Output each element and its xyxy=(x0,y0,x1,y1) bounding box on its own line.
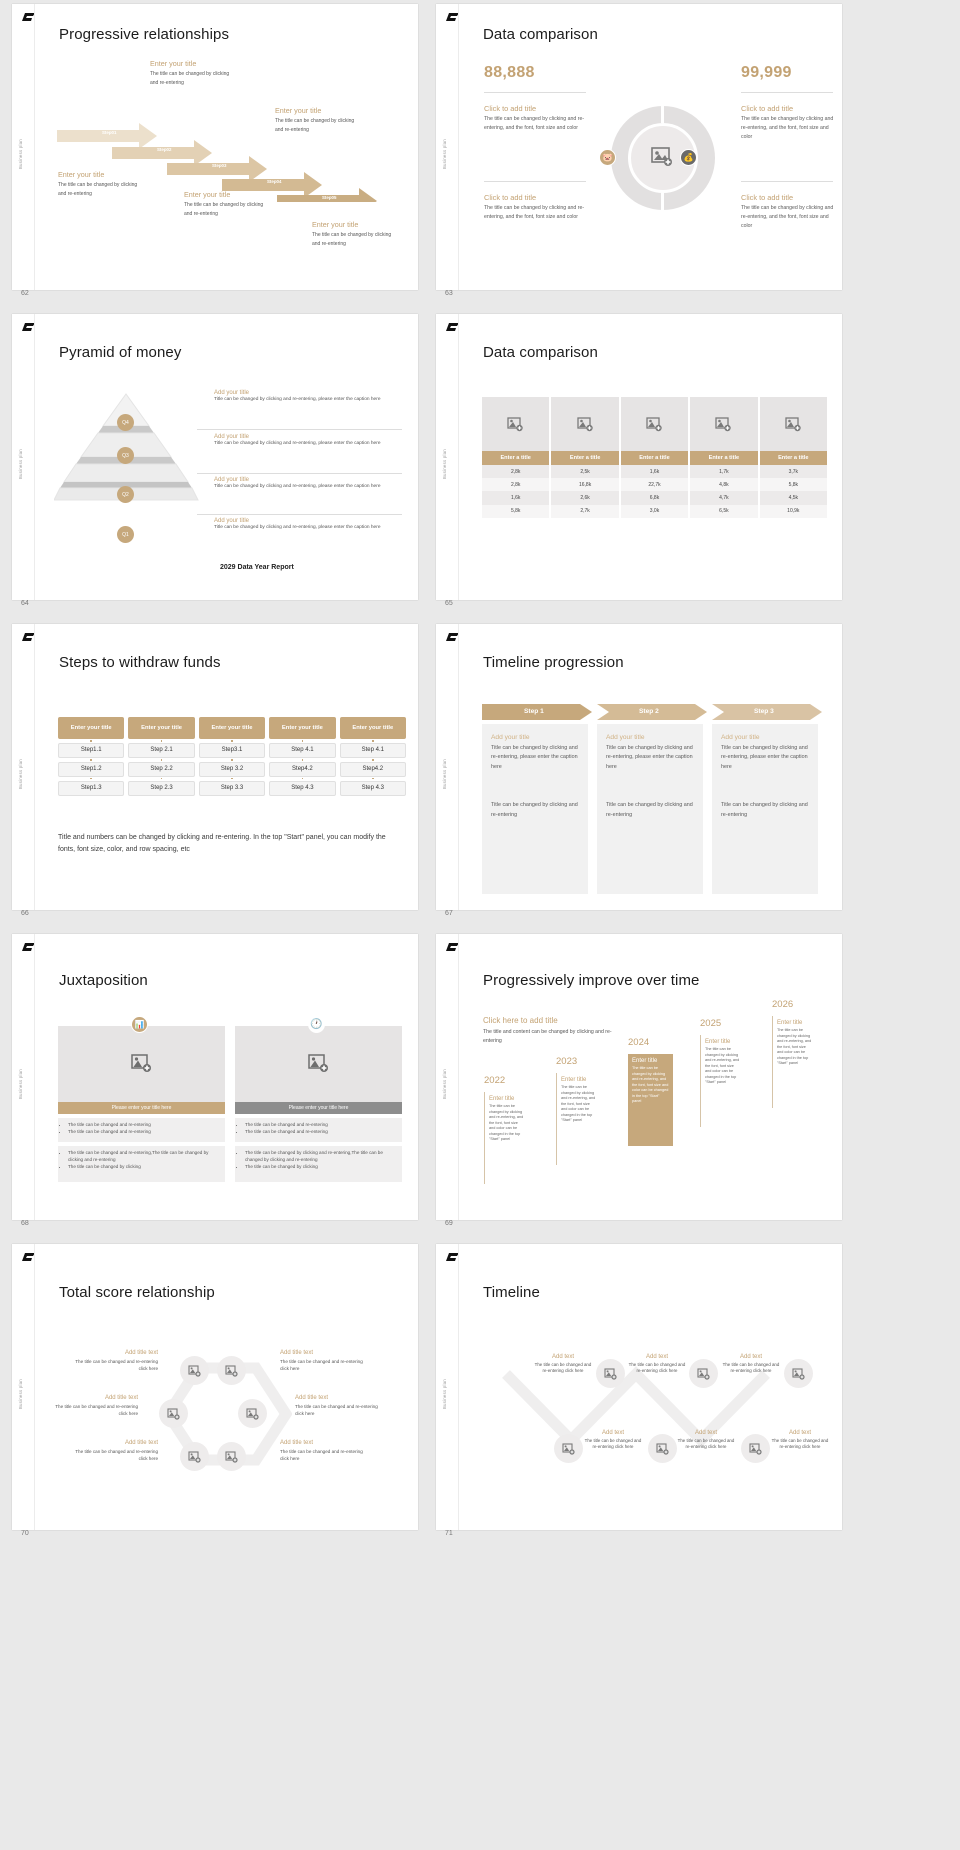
image-placeholder[interactable] xyxy=(760,397,827,451)
image-circle-6[interactable] xyxy=(217,1442,246,1471)
slide-thumb-66[interactable] xyxy=(12,620,422,930)
donut-gap-bottom xyxy=(661,193,664,210)
card-body-2: Title can be changed by clicking and re-entering xyxy=(721,802,808,818)
image-add-icon xyxy=(188,1451,202,1463)
left-list-bottom xyxy=(58,1146,225,1182)
card-heading: Add your title xyxy=(491,734,530,741)
block-heading: Click to add title xyxy=(741,193,794,202)
caption-body: The title can be changed and re-entering click here xyxy=(771,1437,829,1450)
step-label-1: Step01 xyxy=(102,130,117,135)
step-cell[interactable]: Step 4.1 xyxy=(340,743,406,758)
caption-heading: Add title text xyxy=(124,1440,158,1446)
caption-6 xyxy=(280,1440,368,1462)
card-body: The title can be changed by clicking and re-entering, and the font, font size and color can be changed in the top "Start" panel xyxy=(632,1066,669,1103)
note-text: Title and numbers can be changed by clicking and re-entering. In the top "Start" panel, you can modify the fonts, font size, color, and row spacing, etc xyxy=(58,834,386,854)
step-label-2: Step02 xyxy=(157,147,172,152)
card-body: Title can be changed by clicking and re-entering, please enter the caption here xyxy=(491,745,578,770)
image-add-icon xyxy=(507,417,524,432)
image-add-icon xyxy=(785,417,802,432)
block-heading: Click to add title xyxy=(484,193,537,202)
image-add-icon xyxy=(225,1451,239,1463)
caption-body: The title can be changed by clicking and re-entering xyxy=(184,202,264,217)
sidebar-label: Business plan xyxy=(18,1069,23,1099)
steps-column xyxy=(340,717,406,796)
caption-3 xyxy=(722,1354,780,1375)
table-cell: 4,5k xyxy=(760,491,827,504)
block-body: The title can be changed by clicking and re-entering, and the font, font size and color xyxy=(741,116,834,141)
table-cell: 5,8k xyxy=(482,505,549,518)
card-body: Title can be changed by clicking and re-entering, please enter the caption here xyxy=(606,745,693,770)
page-number: 68 xyxy=(21,1220,29,1227)
list-item: • The title can be changed by clicking xyxy=(245,1164,399,1171)
image-placeholder[interactable] xyxy=(482,397,549,451)
caption-5 xyxy=(70,1440,158,1462)
caption-body: The title can be changed and re-entering click here xyxy=(75,1448,158,1461)
image-add-icon xyxy=(308,1054,330,1073)
image-circle-2[interactable] xyxy=(217,1356,246,1385)
sidebar-label: Business plan xyxy=(442,759,447,789)
step-cell[interactable]: Step 3.2 xyxy=(199,762,265,777)
caption-heading: Add text xyxy=(788,1430,811,1436)
caption-4 xyxy=(295,1395,383,1417)
year-label-2025: 2025 xyxy=(700,1018,722,1029)
image-add-icon xyxy=(651,147,675,167)
slide-thumb-63[interactable] xyxy=(436,0,846,310)
step-cell[interactable]: Step1.3 xyxy=(58,781,124,796)
rule xyxy=(484,92,586,93)
image-circle-4[interactable] xyxy=(238,1399,267,1428)
left-block-1 xyxy=(484,104,587,133)
caption-2 xyxy=(150,59,236,88)
image-circle-3[interactable] xyxy=(159,1399,188,1428)
page-title: Data comparison xyxy=(483,344,598,361)
pyramid-level-q4: Q4 xyxy=(117,414,134,431)
rule xyxy=(484,181,586,182)
image-circle-2[interactable] xyxy=(689,1359,718,1388)
right-list-top xyxy=(235,1118,402,1142)
image-placeholder-left[interactable] xyxy=(58,1026,225,1102)
steps-column xyxy=(269,717,335,796)
left-number: 88,888 xyxy=(484,64,535,81)
page-title: Timeline progression xyxy=(483,654,624,671)
caption-body: The title can be changed and re-entering click here xyxy=(280,1448,363,1461)
caption-body: The title can be changed and re-entering click here xyxy=(628,1361,686,1374)
pyramid-level-q3: Q3 xyxy=(117,447,134,464)
sidebar-label: Business plan xyxy=(442,1379,447,1409)
list-item: • The title can be changed by clicking xyxy=(68,1164,222,1171)
image-add-icon xyxy=(646,417,663,432)
year-card-2024 xyxy=(628,1054,673,1146)
caption-body: The title can be changed and re-entering click here xyxy=(280,1358,363,1371)
table-cell: 10,9k xyxy=(760,505,827,518)
image-add-icon xyxy=(715,417,732,432)
page-title: Steps to withdraw funds xyxy=(59,654,221,671)
table-header: Enter a title xyxy=(621,451,688,465)
rule xyxy=(197,429,402,430)
image-add-icon xyxy=(562,1443,576,1455)
clock-icon: 🕐 xyxy=(308,1016,325,1033)
bar-chart-icon: 📊 xyxy=(131,1016,148,1033)
step-label-3: Step03 xyxy=(212,163,227,168)
column-header[interactable]: Enter your title xyxy=(340,717,406,739)
timeline-card-3 xyxy=(712,724,818,894)
divider xyxy=(458,934,459,1220)
table-cell: 16,8k xyxy=(551,478,618,491)
image-add-icon xyxy=(792,1368,806,1380)
caption-heading: Enter your title xyxy=(312,220,359,229)
block-body: The title can be changed by clicking and re-entering, and the font, font size and color xyxy=(484,205,585,221)
steps-column xyxy=(58,717,124,796)
card-body: Title can be changed by clicking and re-entering, please enter the caption here xyxy=(721,745,808,770)
list-item: • The title can be changed and re-entering xyxy=(245,1122,399,1129)
right-list-bottom xyxy=(235,1146,402,1182)
pyramid-row-4 xyxy=(214,518,399,531)
list-item: • The title can be changed by clicking and re-entering,The title can be changed by clicking and re-entering xyxy=(245,1150,399,1164)
table-cell: 3,0k xyxy=(621,505,688,518)
step-cell[interactable]: Step 2.1 xyxy=(128,743,194,758)
steps-column xyxy=(199,717,265,796)
step-cell[interactable]: Step1.1 xyxy=(58,743,124,758)
caption-5 xyxy=(677,1430,735,1451)
block-body: The title can be changed by clicking and re-entering, and the font, font size and color xyxy=(484,116,585,132)
card-heading: Enter title xyxy=(632,1058,658,1064)
caption-heading: Add title text xyxy=(104,1395,138,1401)
image-add-icon xyxy=(604,1368,618,1380)
year-card-2025 xyxy=(700,1035,745,1127)
caption-body: The title can be changed and re-entering click here xyxy=(75,1358,158,1371)
step-cell[interactable]: Step 2.3 xyxy=(128,781,194,796)
chevron-label-2: Step 2 xyxy=(639,708,659,715)
divider xyxy=(458,624,459,910)
chevron-label-3: Step 3 xyxy=(754,708,774,715)
year-card-2026 xyxy=(772,1016,817,1108)
page-number: 65 xyxy=(445,600,453,607)
pyramid-row-1 xyxy=(214,390,399,403)
caption-body: The title can be changed and re-entering click here xyxy=(584,1437,642,1450)
caption-body: The title can be changed and re-entering click here xyxy=(722,1361,780,1374)
card-body: The title can be changed by clicking and re-entering, and the font, font size and color can be changed in the top "Start" panel xyxy=(777,1028,812,1065)
table-cell: 6,5k xyxy=(690,505,757,518)
caption-heading: Add text xyxy=(645,1354,668,1360)
image-add-icon xyxy=(131,1054,153,1073)
table-cell: 22,7k xyxy=(621,478,688,491)
image-circle-1[interactable] xyxy=(180,1356,209,1385)
slide-thumb-65[interactable] xyxy=(436,310,846,620)
table-cell: 2,5k xyxy=(551,465,618,478)
left-block-2 xyxy=(484,193,587,222)
caption-heading: Enter your title xyxy=(184,190,231,199)
page-number: 69 xyxy=(445,1220,453,1227)
card-heading: Enter title xyxy=(705,1039,731,1045)
divider xyxy=(34,624,35,910)
list-item: • The title can be changed and re-entering xyxy=(68,1129,222,1136)
image-circle-5[interactable] xyxy=(648,1434,677,1463)
caption-body: The title can be changed and re-entering click here xyxy=(534,1361,592,1374)
page-number: 63 xyxy=(445,290,453,297)
right-block-1 xyxy=(741,104,836,142)
card-heading: Enter title xyxy=(561,1077,587,1083)
block-heading: Click to add title xyxy=(741,104,794,113)
table-cell: 2,6k xyxy=(551,491,618,504)
row-body: Title can be changed by clicking and re-entering, please enter the caption here xyxy=(214,441,381,446)
sidebar-label: Business plan xyxy=(18,759,23,789)
image-circle-1[interactable] xyxy=(596,1359,625,1388)
page-number: 64 xyxy=(21,600,29,607)
slide-thumb-62[interactable] xyxy=(12,0,422,310)
column-header[interactable]: Enter your title xyxy=(199,717,265,739)
table-header: Enter a title xyxy=(551,451,618,465)
rule xyxy=(741,92,833,93)
column-header[interactable]: Enter your title xyxy=(128,717,194,739)
column-header[interactable]: Enter your title xyxy=(269,717,335,739)
row-heading: Add your title xyxy=(214,518,250,524)
list-item: • The title can be changed and re-entering xyxy=(68,1122,222,1129)
left-list-top xyxy=(58,1118,225,1142)
image-add-icon xyxy=(656,1443,670,1455)
row-body: Title can be changed by clicking and re-entering, please enter the caption here xyxy=(214,484,381,489)
page-title: Juxtaposition xyxy=(59,972,148,989)
caption-body: The title can be changed by clicking and re-entering xyxy=(150,71,230,86)
page-title: Total score relationship xyxy=(59,1284,215,1301)
table-cell: 3,7k xyxy=(760,465,827,478)
image-add-icon xyxy=(188,1365,202,1377)
caption-4 xyxy=(584,1430,642,1451)
row-heading: Add your title xyxy=(214,434,250,440)
card-body: The title can be changed by clicking and re-entering, and the font, font size and color can be changed in the top "Start" panel xyxy=(705,1047,740,1084)
image-circle-5[interactable] xyxy=(180,1442,209,1471)
caption-heading: Add title text xyxy=(124,1350,158,1356)
table-cell: 4,7k xyxy=(690,491,757,504)
sidebar-label: Business plan xyxy=(442,139,447,169)
page-number: 67 xyxy=(445,910,453,917)
slide-thumb-67[interactable] xyxy=(436,620,846,930)
step-label-5: Step05 xyxy=(322,195,337,200)
card-body: The title can be changed by clicking and re-entering, and the font, font size and color can be changed in the top "Start" panel xyxy=(561,1085,596,1122)
caption-heading: Enter your title xyxy=(275,106,322,115)
rule xyxy=(197,473,402,474)
page-number: 62 xyxy=(21,290,29,297)
image-add-icon xyxy=(577,417,594,432)
image-add-icon xyxy=(246,1408,260,1420)
year-card-2023 xyxy=(556,1073,601,1165)
table-cell: 4,8k xyxy=(690,478,757,491)
caption-heading: Enter your title xyxy=(150,59,197,68)
caption-5 xyxy=(312,220,398,249)
table-cell: 1,6k xyxy=(621,465,688,478)
sidebar-label: Business plan xyxy=(18,449,23,479)
page-title: Pyramid of money xyxy=(59,344,182,361)
step-label-4: Step04 xyxy=(267,179,282,184)
intro-block xyxy=(483,1016,623,1046)
table-cell: 1,6k xyxy=(482,491,549,504)
right-block-2 xyxy=(741,193,836,231)
step-cell[interactable]: Step1.2 xyxy=(58,762,124,777)
table-cell: 5,8k xyxy=(760,478,827,491)
row-heading: Add your title xyxy=(214,390,250,396)
row-body: Title can be changed by clicking and re-entering, please enter the caption here xyxy=(214,397,381,402)
caption-3 xyxy=(184,190,270,219)
caption-4 xyxy=(275,106,361,135)
intro-heading: Click here to add title xyxy=(483,1016,558,1025)
divider xyxy=(34,1244,35,1530)
caption-body: The title can be changed by clicking and re-entering xyxy=(275,118,355,133)
card-body-2: Title can be changed by clicking and re-entering xyxy=(491,802,578,818)
chevron-label-1: Step 1 xyxy=(524,708,544,715)
data-table xyxy=(482,397,827,518)
block-heading: Click to add title xyxy=(484,104,537,113)
sidebar-label: Business plan xyxy=(18,1379,23,1409)
caption-1 xyxy=(534,1354,592,1375)
rule xyxy=(741,181,833,182)
slide-thumb-64[interactable] xyxy=(12,310,422,620)
page-title: Timeline xyxy=(483,1284,540,1301)
row-body: Title can be changed by clicking and re-entering, please enter the caption here xyxy=(214,525,381,530)
image-circle-4[interactable] xyxy=(554,1434,583,1463)
caption-2 xyxy=(628,1354,686,1375)
step-cell[interactable]: Step 2.2 xyxy=(128,762,194,777)
divider xyxy=(34,314,35,600)
divider xyxy=(458,1244,459,1530)
sidebar-label: Business plan xyxy=(18,139,23,169)
caption-body: The title can be changed and re-entering click here xyxy=(677,1437,735,1450)
divider xyxy=(458,4,459,290)
list-item: • The title can be changed and re-entering xyxy=(245,1129,399,1136)
right-number: 99,999 xyxy=(741,64,792,81)
caption-heading: Add text xyxy=(551,1354,574,1360)
caption-heading: Add text xyxy=(739,1354,762,1360)
caption-1 xyxy=(70,1350,158,1372)
divider xyxy=(458,314,459,600)
image-add-icon xyxy=(697,1368,711,1380)
steps-table xyxy=(58,717,406,796)
divider xyxy=(34,934,35,1220)
intro-body: The title and content can be changed by clicking and re-entering xyxy=(483,1029,612,1044)
year-label-2024: 2024 xyxy=(628,1037,650,1048)
step-cell[interactable]: Step4.2 xyxy=(340,762,406,777)
caption-body: The title can be changed and re-entering click here xyxy=(55,1403,138,1416)
image-add-icon xyxy=(167,1408,181,1420)
card-heading: Add your title xyxy=(606,734,645,741)
step-cell[interactable]: Step 4.3 xyxy=(340,781,406,796)
row-heading: Add your title xyxy=(214,477,250,483)
caption-body: The title can be changed by clicking and re-entering xyxy=(58,182,138,197)
slide-thumb-68[interactable] xyxy=(12,930,422,1240)
image-circle-3[interactable] xyxy=(784,1359,813,1388)
page-number: 70 xyxy=(21,1530,29,1537)
image-placeholder[interactable] xyxy=(551,397,618,451)
table-header: Enter a title xyxy=(482,451,549,465)
card-heading: Enter title xyxy=(489,1096,515,1102)
year-label-2026: 2026 xyxy=(772,999,794,1010)
image-add-icon xyxy=(749,1443,763,1455)
pyramid-row-2 xyxy=(214,434,399,447)
page-title: Data comparison xyxy=(483,26,598,43)
money-bag-icon: 💰 xyxy=(680,149,697,166)
caption-heading: Add text xyxy=(694,1430,717,1436)
page-title: Progressively improve over time xyxy=(483,972,700,989)
table-cell: 1,7k xyxy=(690,465,757,478)
year-label-2022: 2022 xyxy=(484,1075,506,1086)
step-cell[interactable]: Step 4.1 xyxy=(269,743,335,758)
table-header: Enter a title xyxy=(760,451,827,465)
divider xyxy=(34,4,35,290)
page-number: 71 xyxy=(445,1530,453,1537)
image-placeholder-right[interactable] xyxy=(235,1026,402,1102)
table-cell: 2,8k xyxy=(482,465,549,478)
page-title: Progressive relationships xyxy=(59,26,230,43)
image-circle-6[interactable] xyxy=(741,1434,770,1463)
table-cell: 2,7k xyxy=(551,505,618,518)
caption-heading: Add text xyxy=(601,1430,624,1436)
slide-thumb-71[interactable] xyxy=(436,1240,846,1550)
page-number: 66 xyxy=(21,910,29,917)
table-header: Enter a title xyxy=(690,451,757,465)
pyramid-row-3 xyxy=(214,477,399,490)
caption-heading: Add title text xyxy=(280,1440,314,1446)
caption-body: The title can be changed and re-entering click here xyxy=(295,1403,378,1416)
year-card-2022 xyxy=(484,1092,529,1184)
pyramid-level-q2: Q2 xyxy=(117,486,134,503)
column-header[interactable]: Enter your title xyxy=(58,717,124,739)
image-placeholder[interactable] xyxy=(690,397,757,451)
image-placeholder[interactable] xyxy=(621,397,688,451)
donut-gap-top xyxy=(661,106,664,123)
card-body-2: Title can be changed by clicking and re-entering xyxy=(606,802,693,818)
list-item: • The title can be changed and re-entering,The title can be changed by clicking and re-entering xyxy=(68,1150,222,1164)
caption-2 xyxy=(280,1350,368,1372)
footer-note: 2029 Data Year Report xyxy=(220,564,294,571)
steps-column xyxy=(128,717,194,796)
timeline-card-2 xyxy=(597,724,703,894)
sidebar-label: Business plan xyxy=(442,1069,447,1099)
step-cell[interactable]: Step3.1 xyxy=(199,743,265,758)
table-cell: 6,8k xyxy=(621,491,688,504)
left-bar-label: Please enter your title here xyxy=(58,1102,225,1114)
rule xyxy=(197,514,402,515)
step-cell[interactable]: Step4.2 xyxy=(269,762,335,777)
piggy-bank-icon: 🐷 xyxy=(599,149,616,166)
caption-1 xyxy=(58,170,144,199)
caption-heading: Add title text xyxy=(280,1350,314,1356)
card-body: The title can be changed by clicking and re-entering, and the font, font size and color can be changed in the top "Start" panel xyxy=(489,1104,524,1141)
image-add-icon xyxy=(225,1365,239,1377)
caption-3 xyxy=(50,1395,138,1417)
table-cell: 2,8k xyxy=(482,478,549,491)
slide-thumb-70[interactable] xyxy=(12,1240,422,1550)
pyramid-level-q1: Q1 xyxy=(117,526,134,543)
caption-heading: Add title text xyxy=(295,1395,329,1401)
step-cell[interactable]: Step 3.3 xyxy=(199,781,265,796)
card-heading: Add your title xyxy=(721,734,760,741)
caption-heading: Enter your title xyxy=(58,170,105,179)
caption-6 xyxy=(771,1430,829,1451)
right-bar-label: Please enter your title here xyxy=(235,1102,402,1114)
sidebar-label: Business plan xyxy=(442,449,447,479)
year-label-2023: 2023 xyxy=(556,1056,578,1067)
caption-body: The title can be changed by clicking and re-entering xyxy=(312,232,392,247)
block-body: The title can be changed by clicking and re-entering, and the font, font size and color xyxy=(741,205,834,230)
step-cell[interactable]: Step 4.3 xyxy=(269,781,335,796)
slide-thumb-69[interactable] xyxy=(436,930,846,1240)
card-heading: Enter title xyxy=(777,1020,803,1026)
timeline-card-1 xyxy=(482,724,588,894)
